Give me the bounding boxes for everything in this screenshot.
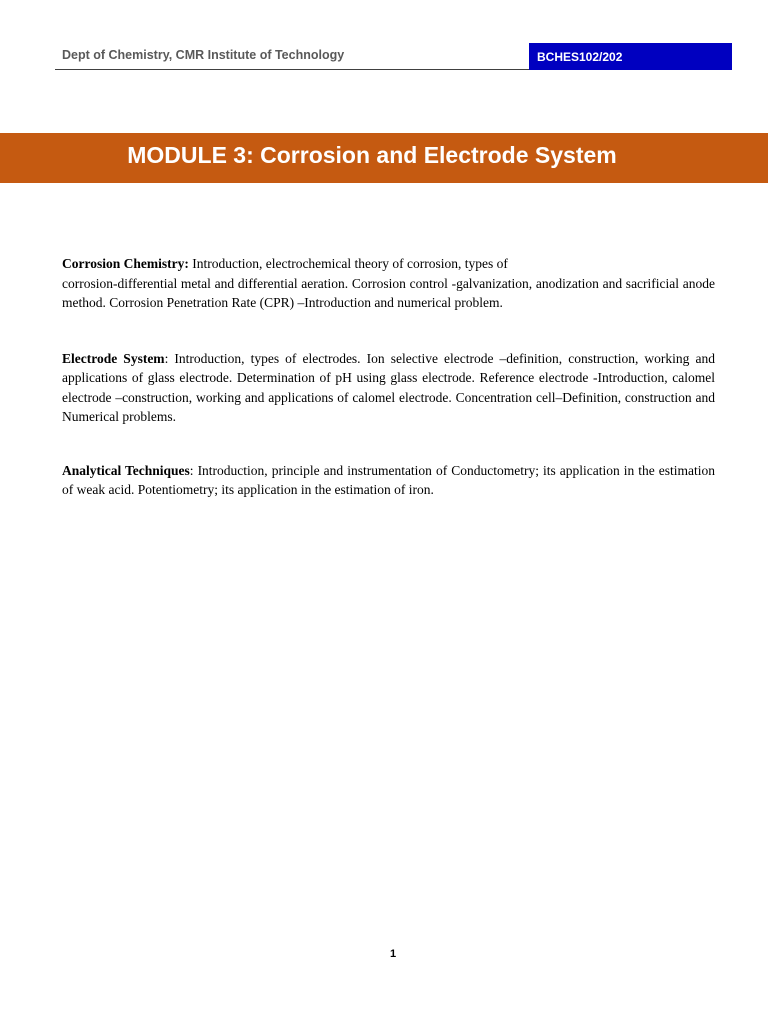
module-banner	[0, 133, 768, 183]
course-code-box	[529, 43, 732, 70]
analytical-techniques-paragraph	[62, 461, 715, 500]
corrosion-chemistry-intro: Introduction, electrochemical theory of corrosion, types of	[188, 256, 508, 271]
corrosion-chemistry-heading: Corrosion Chemistry:	[62, 256, 189, 271]
corrosion-chemistry-paragraph	[62, 254, 715, 313]
analytical-techniques-body: : Introduction, principle and instrumentation of Conductometry; its application in the estimation of weak acid. Potentiometry; its application in the estimation of iron.	[62, 462, 715, 497]
module-title: MODULE 3: Corrosion and Electrode System	[127, 142, 617, 168]
electrode-system-body: : Introduction, types of electrodes. Ion selective electrode –definition, construction, working and applications of glass electrode. Determination of pH using glass electrode. Reference electrode -Introduction, calomel electrode –construction, working and applications of calomel electrode. Concentration cell–Definition, construction and Numerical problems.	[62, 350, 715, 424]
electrode-system-paragraph	[62, 349, 715, 427]
course-code: BCHES102/202	[537, 50, 623, 64]
page-number: 1	[389, 948, 397, 960]
header-divider	[55, 69, 529, 70]
syllabus-content	[62, 254, 715, 500]
electrode-system-heading: Electrode System	[62, 350, 165, 366]
page-header	[55, 43, 732, 70]
corrosion-chemistry-body: corrosion-differential metal and differential aeration. Corrosion control -galvanization, anodization and sacrificial anode method. Corrosion Penetration Rate (CPR) –Introduction and numerical problem.	[62, 275, 715, 310]
analytical-techniques-heading: Analytical Techniques	[62, 462, 190, 478]
department-name: Dept of Chemistry, CMR Institute of Technology	[62, 48, 345, 62]
